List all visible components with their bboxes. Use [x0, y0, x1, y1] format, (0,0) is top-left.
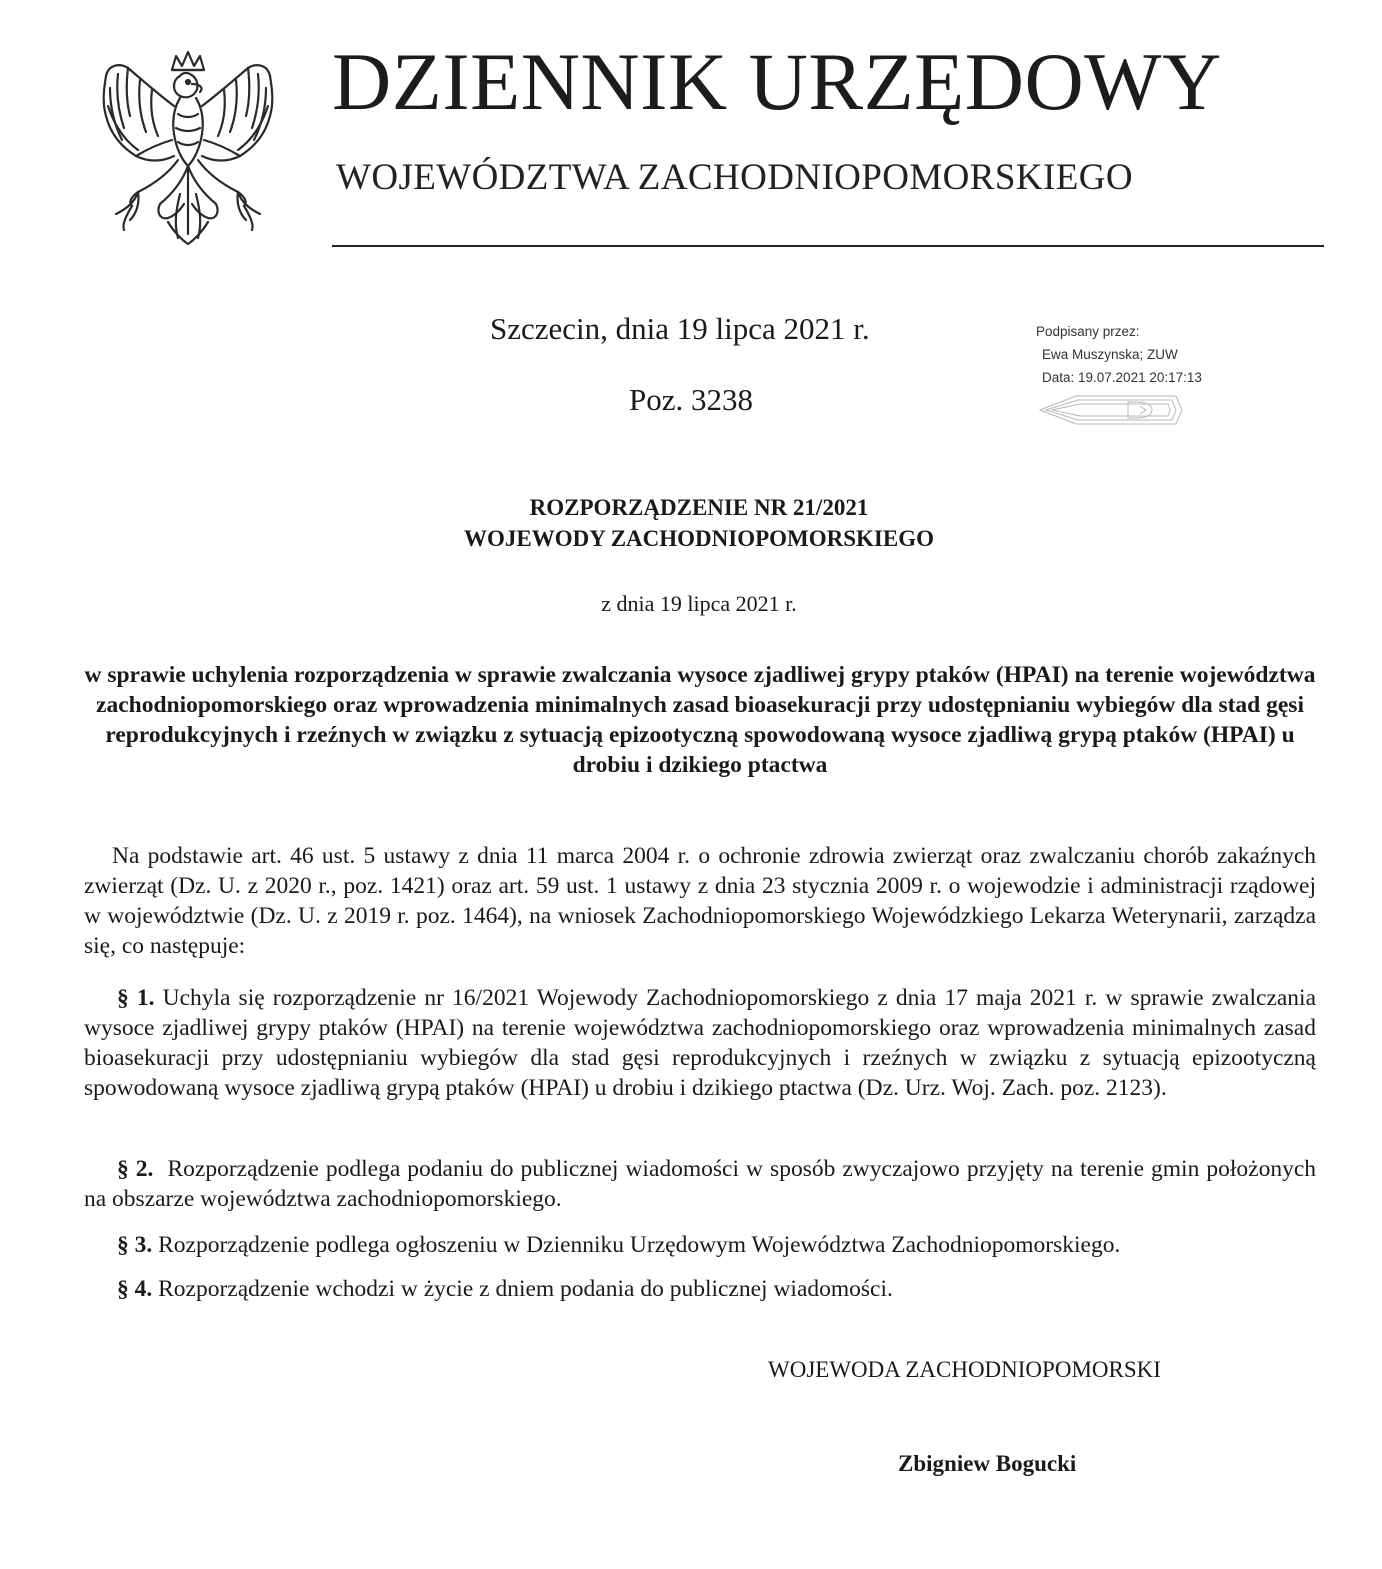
section-mark: § 4. — [117, 1276, 153, 1302]
signature-label: Podpisany przez: — [1036, 324, 1140, 339]
section-1 — [84, 983, 1316, 1103]
electronic-signature-block — [1036, 320, 1276, 389]
signature-date: Data: 19.07.2021 20:17:13 — [1042, 370, 1202, 385]
legal-basis-paragraph: Na podstawie art. 46 ust. 5 ustawy z dnia 11 marca 2004 r. o ochronie zdrowia zwierząt oraz zwalczaniu chorób zakaźnych zwierząt (Dz. U. z 2020 r., poz. 1421) oraz art. 59 ust. 1 ustawy z dnia 23 stycznia 2009 r. o wojewodzie i administracji rządowej w województwie (Dz. U. z 2019 r. poz. 1464), na wniosek Zachodniopomorskiego Wojewódzkiego Lekarza Weterynarii, zarządza się, co następuje: — [84, 843, 1316, 959]
section-mark: § 1. — [117, 985, 155, 1011]
signature-signer: Ewa Muszynska; ZUW — [1042, 347, 1178, 362]
act-subject: w sprawie uchylenia rozporządzenia w sprawie zwalczania wysoce zjadliwej grypy ptaków (HPAI) na terenie województwa zachodniopomorskiego oraz wprowadzenia minimalnych zasad bioasekuracji przy udostępnianiu wybiegów dla stad gęsi reprodukcyjnych i rzeźnych w związku z sytuacją epizootyczną spowodowaną wysoce zjadliwą grypą ptaków (HPAI) u drobiu i dzikiego ptactwa — [84, 662, 1316, 778]
section-text: Rozporządzenie wchodzi w życie z dniem podania do publicznej wiadomości. — [158, 1276, 893, 1302]
section-2 — [84, 1154, 1316, 1214]
place-and-date: Szczecin, dnia 19 lipca 2021 r. — [490, 311, 870, 346]
section-mark: § 3. — [117, 1232, 153, 1258]
position-number: Poz. 3238 — [629, 382, 753, 417]
act-date: z dnia 19 lipca 2021 r. — [601, 591, 797, 616]
masthead-title: DZIENNIK URZĘDOWY — [332, 36, 1222, 127]
masthead-subtitle: WOJEWÓDZTWA ZACHODNIOPOMORSKIEGO — [336, 157, 1133, 198]
act-title: ROZPORZĄDZENIE NR 21/2021 — [529, 495, 869, 520]
section-text: Uchyla się rozporządzenie nr 16/2021 Wojewody Zachodniopomorskiego z dnia 17 maja 2021 r. w sprawie zwalczania wysoce zjadliwej grypy ptaków (HPAI) na terenie województwa zachodniopomorskiego oraz wprowadzenia minimalnych zasad bioasekuracji przy udostępnianiu wybiegów dla stad gęsi reprodukcyjnych i rzeźnych w związku z sytuacją epizootyczną spowodowaną wysoce zjadliwą grypą ptaków (HPAI) u drobiu i dzikiego ptactwa (Dz. Urz. Woj. Zach. poz. 2123). — [84, 985, 1317, 1101]
section-text: Rozporządzenie podlega ogłoszeniu w Dzienniku Urzędowym Województwa Zachodniopomorskiego. — [158, 1232, 1121, 1258]
signer-office: WOJEWODA ZACHODNIOPOMORSKI — [768, 1357, 1161, 1382]
polish-eagle-emblem-icon — [88, 44, 288, 250]
section-text: Rozporządzenie podlega podaniu do publicznej wiadomości w sposób zwyczajowo przyjęty na terenie gmin położonych na obszarze województwa zachodniopomorskiego. — [84, 1156, 1317, 1212]
section-4 — [84, 1274, 1316, 1304]
masthead-divider — [332, 245, 1324, 247]
act-issuer: WOJEWODY ZACHODNIOPOMORSKIEGO — [463, 526, 935, 551]
signature-valid-mark-icon — [1036, 392, 1186, 428]
signer-name: Zbigniew Bogucki — [898, 1451, 1077, 1476]
section-mark: § 2. — [117, 1156, 154, 1182]
section-3 — [84, 1230, 1316, 1260]
